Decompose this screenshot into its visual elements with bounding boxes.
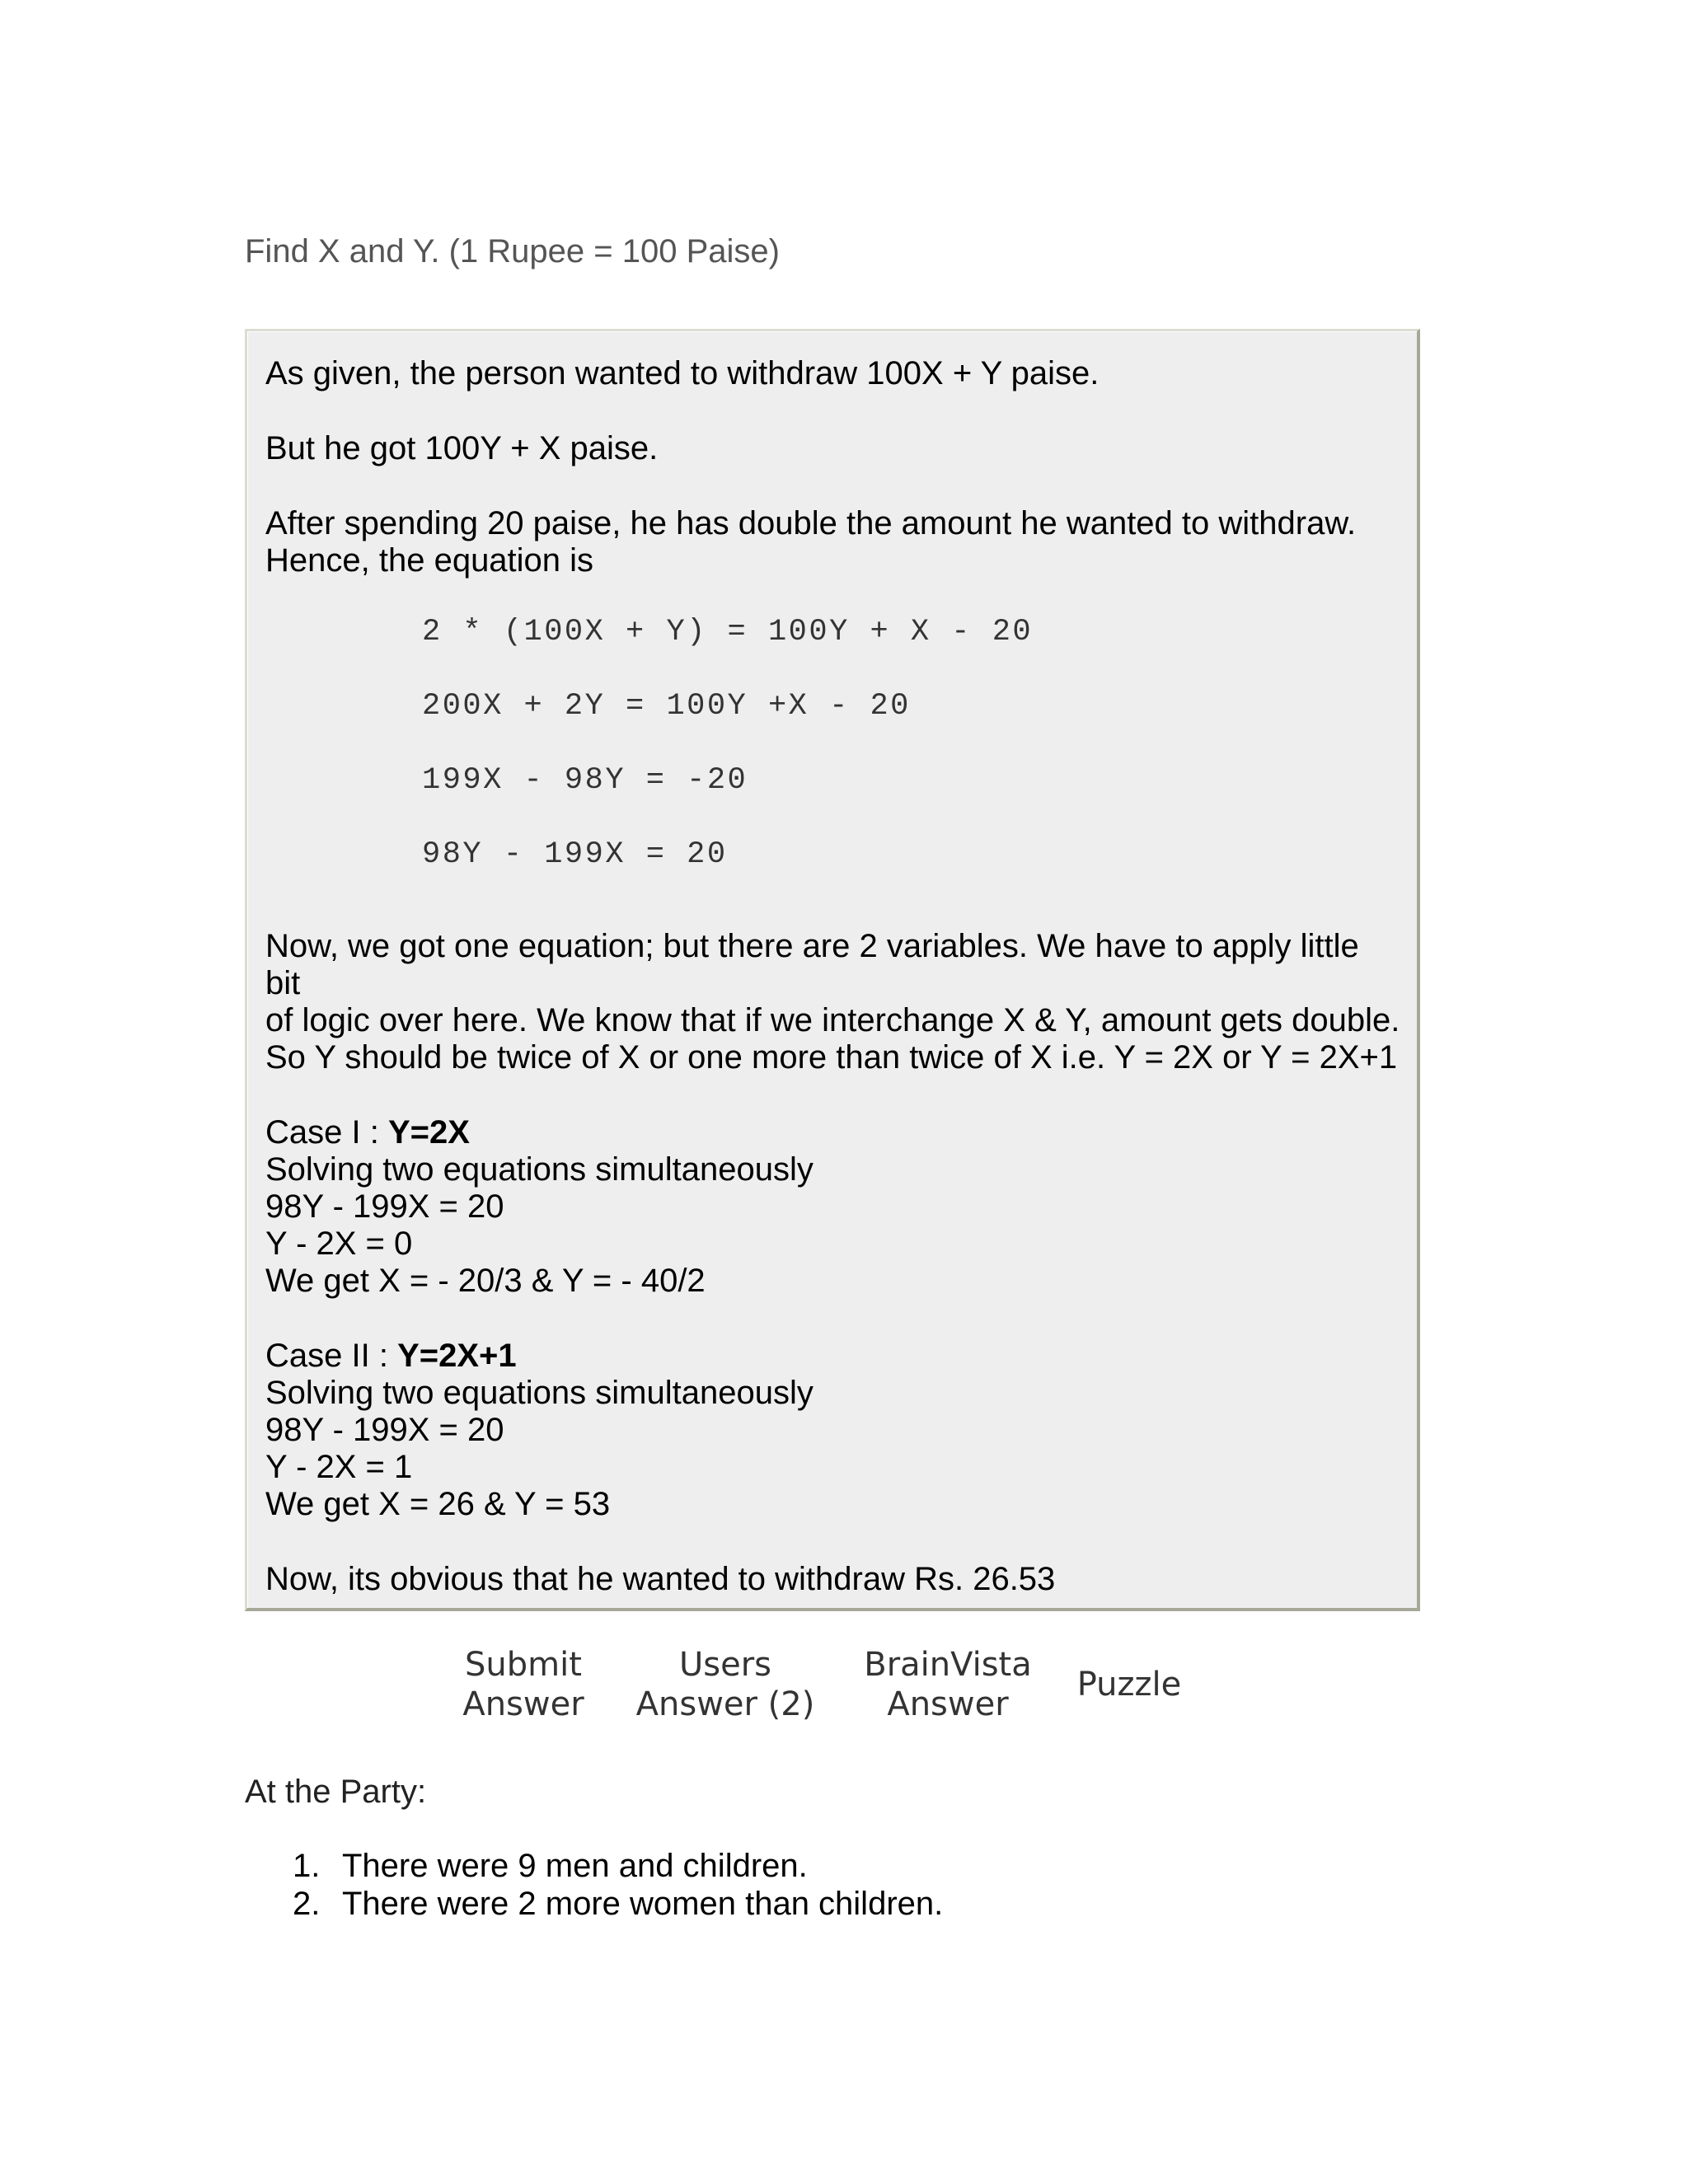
equation: 200X + 2Y = 100Y +X - 20 <box>422 689 911 724</box>
next-puzzle-title: At the Party: <box>245 1774 427 1810</box>
case-line: Solving two equations simultaneously <box>265 1151 814 1188</box>
list-text: There were 2 more women than children. <box>342 1886 944 1922</box>
logic-line: So Y should be twice of X or one more than twice of X i.e. Y = 2X or Y = 2X+1 <box>265 1039 1398 1076</box>
equation: 199X - 98Y = -20 <box>422 763 748 798</box>
button-label: Users <box>678 1646 771 1684</box>
action-buttons <box>429 1639 1220 1730</box>
case-label: Case I : <box>265 1114 388 1151</box>
list-number: 2. <box>293 1886 321 1922</box>
button-label: Answer (2) <box>635 1685 815 1723</box>
button-label: Answer <box>887 1685 1009 1723</box>
list-number: 1. <box>293 1848 321 1884</box>
case-line: Y - 2X = 1 <box>265 1449 413 1485</box>
button-label: Answer <box>462 1685 584 1723</box>
answer-line: Hence, the equation is <box>265 542 594 579</box>
equation-block <box>422 614 1402 874</box>
answer-paragraph <box>265 505 1402 579</box>
brainvista-answer-button[interactable] <box>849 1639 1047 1730</box>
case-line: We get X = 26 & Y = 53 <box>265 1486 611 1522</box>
list-item <box>245 1847 943 1885</box>
logic-line: of logic over here. We know that if we interchange X & Y, amount gets double. <box>265 1002 1400 1038</box>
case-two <box>265 1338 1402 1523</box>
puzzle-button[interactable] <box>1063 1639 1195 1730</box>
button-label: BrainVista <box>864 1646 1032 1684</box>
button-label: Submit <box>465 1646 582 1684</box>
case-line: Y - 2X = 0 <box>265 1226 413 1262</box>
conclusion: Now, its obvious that he wanted to withdraw Rs. 26.53 <box>265 1561 1056 1597</box>
logic-line: Now, we got one equation; but there are 2 variables. We have to apply little bit <box>265 928 1359 1001</box>
list-item <box>245 1885 943 1923</box>
logic-paragraph <box>265 928 1402 1076</box>
case-title <box>265 1338 1402 1375</box>
case-line: We get X = - 20/3 & Y = - 40/2 <box>265 1263 706 1299</box>
button-label: Puzzle <box>1076 1666 1182 1704</box>
answer-line: After spending 20 paise, he has double the amount he wanted to withdraw. <box>265 505 1357 541</box>
answer-content <box>265 355 1402 1636</box>
answer-panel <box>245 329 1420 1611</box>
case-line: Solving two equations simultaneously <box>265 1375 814 1411</box>
case-line: 98Y - 199X = 20 <box>265 1188 504 1225</box>
case-title <box>265 1114 1402 1151</box>
case-formula: Y=2X <box>387 1114 470 1151</box>
case-label: Case II : <box>265 1338 398 1374</box>
equation: 2 * (100X + Y) = 100Y + X - 20 <box>422 615 1034 649</box>
submit-answer-button[interactable] <box>429 1639 618 1730</box>
list-text: There were 9 men and children. <box>342 1848 808 1884</box>
puzzle-question: Find X and Y. (1 Rupee = 100 Paise) <box>245 233 780 269</box>
next-puzzle-list <box>245 1847 943 1923</box>
answer-paragraph: But he got 100Y + X paise. <box>265 430 659 466</box>
case-formula: Y=2X+1 <box>397 1338 517 1374</box>
equation: 98Y - 199X = 20 <box>422 837 728 872</box>
answer-paragraph: As given, the person wanted to withdraw 100X + Y paise. <box>265 355 1100 391</box>
users-answer-button[interactable] <box>618 1639 832 1730</box>
case-line: 98Y - 199X = 20 <box>265 1412 504 1448</box>
case-one <box>265 1114 1402 1300</box>
